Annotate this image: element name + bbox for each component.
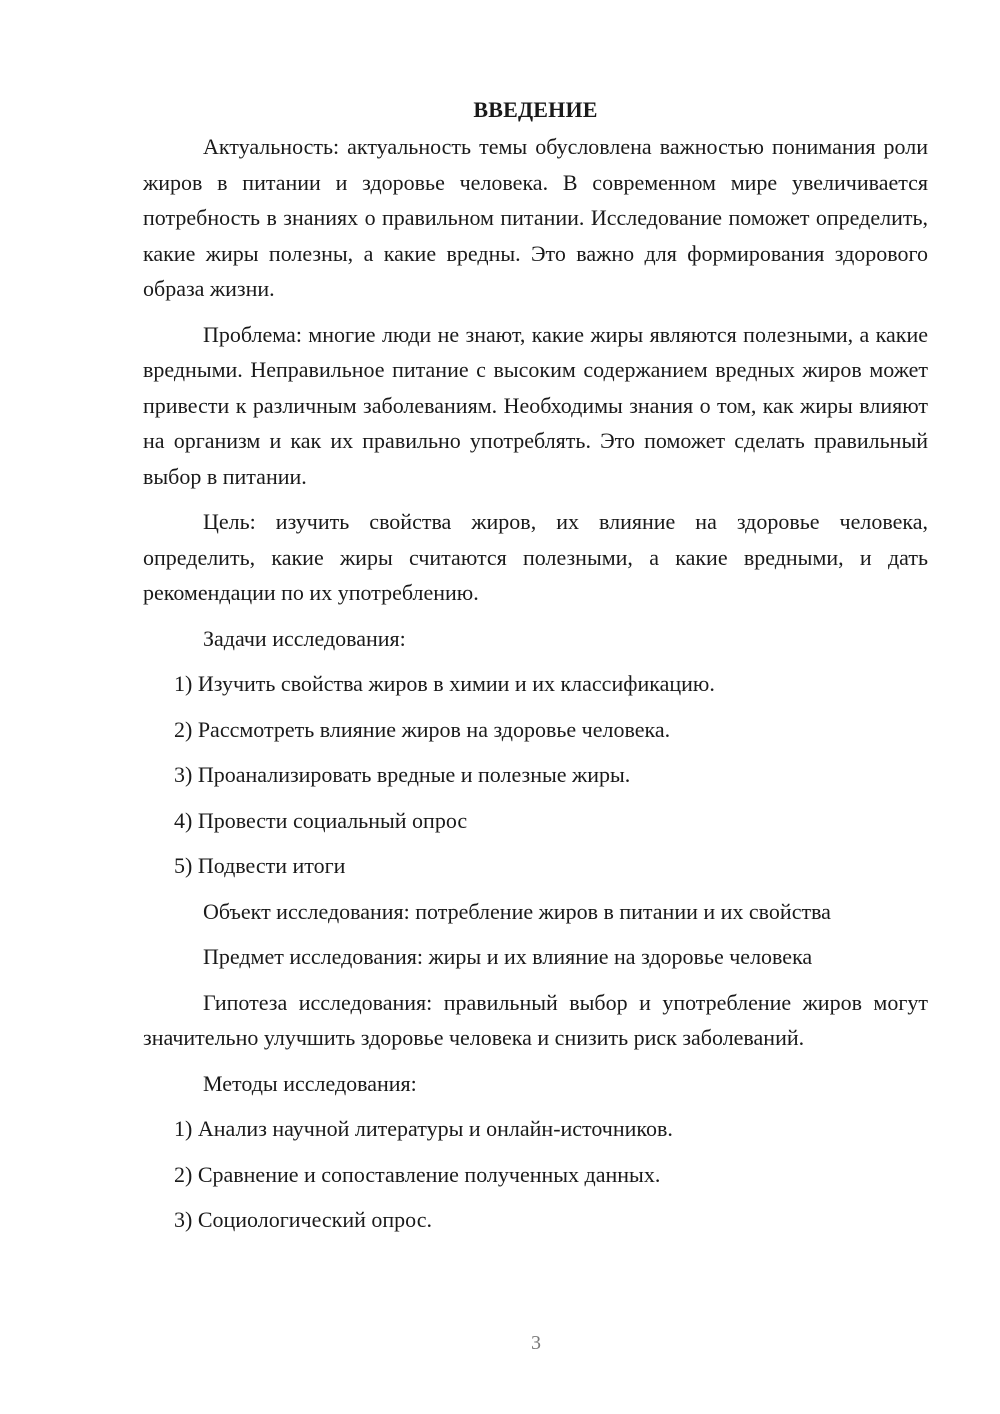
task-item: 1) Изучить свойства жиров в химии и их классификацию. (174, 671, 715, 696)
problem-paragraph: Проблема: многие люди не знают, какие жиры являются полезными, а какие вредными. Неправильное питание с высоким содержанием вредных жиров может привести к различным заболеваниям. Необходимы знания о том, как жиры влияют на организм и как их правильно употреблять. Это поможет сделать правильный выбор в питании. (143, 321, 928, 489)
method-item: 2) Сравнение и сопоставление полученных данных. (174, 1161, 661, 1187)
task-item: 4) Провести социальный опрос (174, 807, 468, 833)
method-item: 3) Социологический опрос. (174, 1207, 432, 1232)
task-item: 2) Рассмотреть влияние жиров на здоровье человека. (174, 716, 671, 742)
document-page (143, 92, 928, 1248)
methods-label: Методы исследования: (203, 1070, 417, 1096)
task-item: 5) Подвести итоги (174, 853, 346, 878)
hypothesis-paragraph: Гипотеза исследования: правильный выбор и употребление жиров могут значительно улучшить здоровье человека и снизить риск заболеваний. (143, 989, 928, 1050)
goal-paragraph: Цель: изучить свойства жиров, их влияние на здоровье человека, определить, какие жиры считаются полезными, а какие вредными, и дать рекомендации по их употреблению. (143, 509, 928, 605)
method-item: 1) Анализ научной литературы и онлайн-источников. (174, 1116, 673, 1141)
research-subject: Предмет исследования: жиры и их влияние на здоровье человека (203, 944, 813, 969)
page-title: ВВЕДЕНИЕ (473, 97, 598, 122)
relevance-paragraph: Актуальность: актуальность темы обусловлена важностью понимания роли жиров в питании и здоровье человека. В современном мире увеличивается потребность в знаниях о правильном питании. Исследование поможет определить, какие жиры полезны, а какие вредны. Это важно для формирования здорового образа жизни. (143, 134, 928, 301)
task-item: 3) Проанализировать вредные и полезные жиры. (174, 762, 631, 787)
tasks-label: Задачи исследования: (203, 625, 406, 651)
research-object: Объект исследования: потребление жиров в питании и их свойства (203, 898, 831, 924)
page-number: 3 (531, 1332, 541, 1354)
